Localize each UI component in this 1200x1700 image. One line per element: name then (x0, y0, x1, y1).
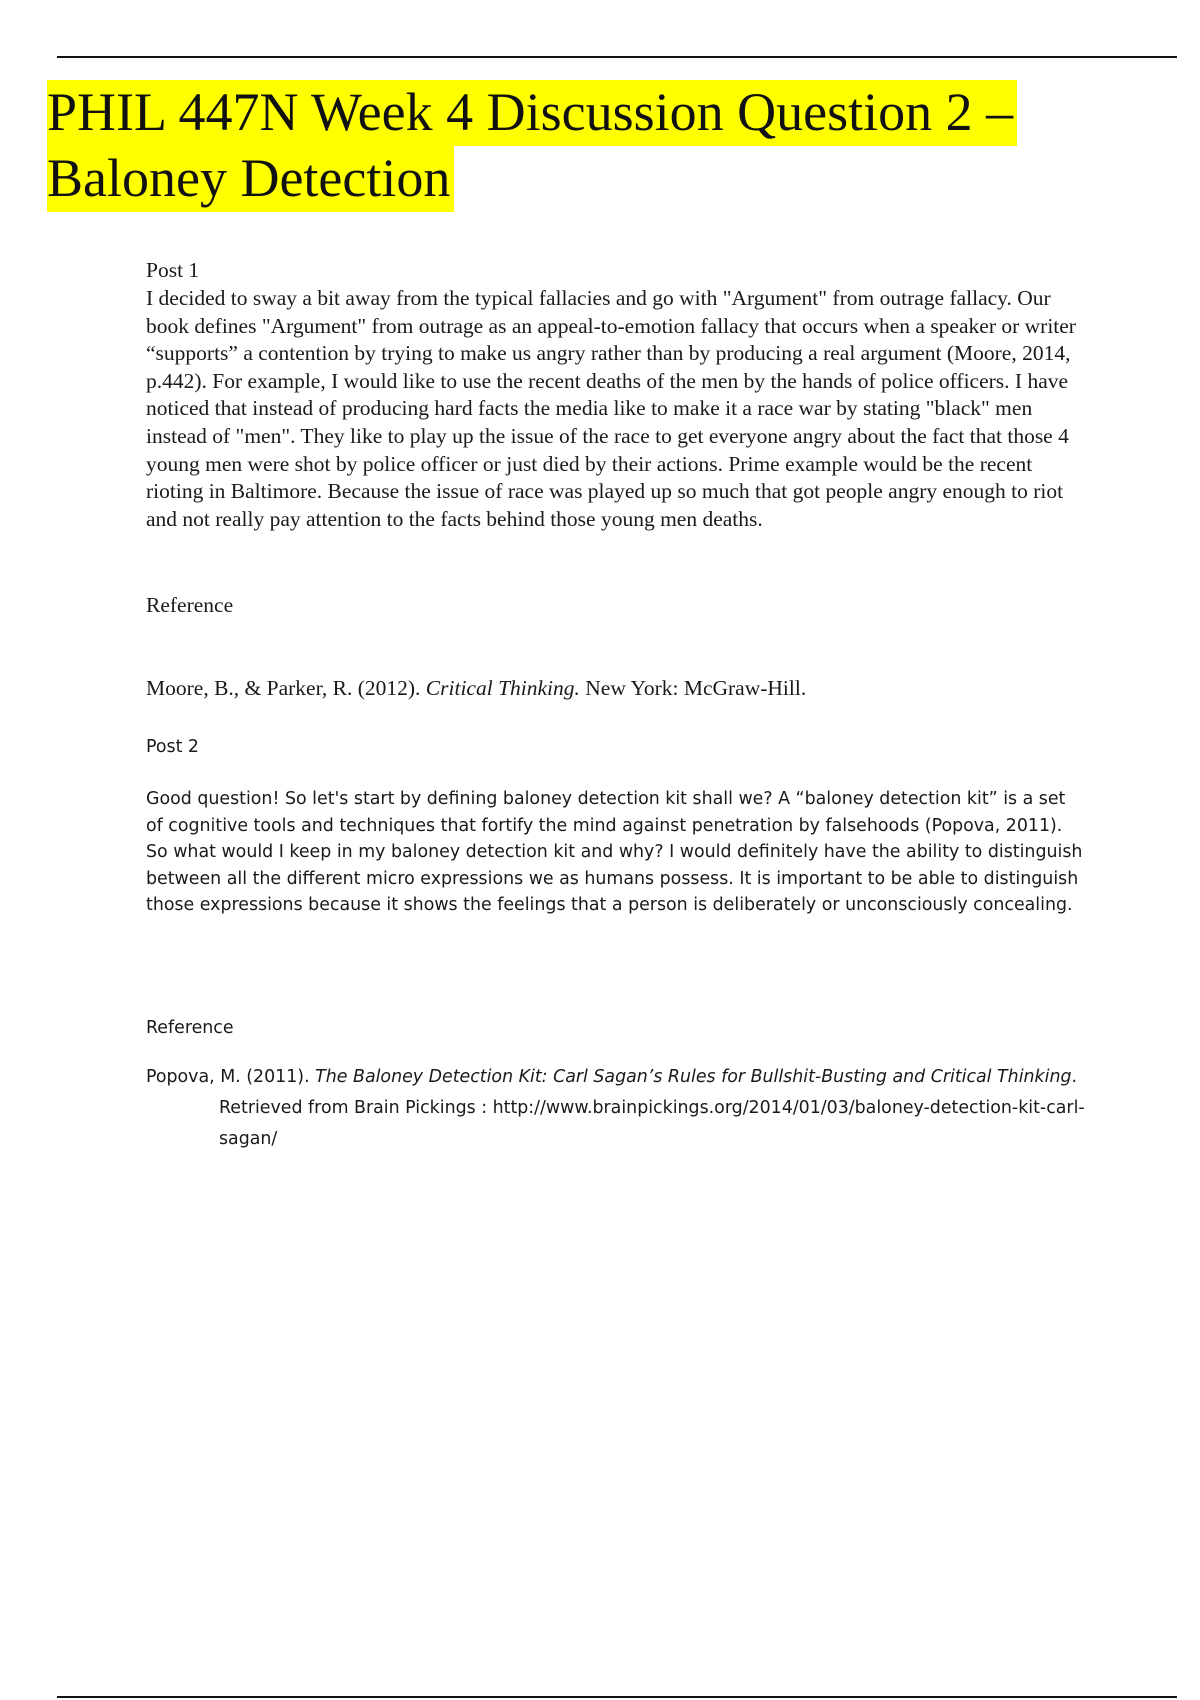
post2-body: Good question! So let's start by defining baloney detection kit shall we? A “baloney detection kit” is a set of cognitive tools and techniques that fortify the mind against penetration by falsehoods (Popova, 2011). So what would I keep in my baloney detection kit and why? I would definitely have the ability to distinguish between all the different micro expressions we as humans possess. It is important to be able to distinguish those expressions because it shows the feelings that a person is deliberately or unconsciously concealing. (146, 789, 1083, 916)
top-rule (57, 56, 1177, 58)
citation-authors: Moore, B., & Parker, R. (2012). (146, 676, 426, 700)
citation-work-title: Critical Thinking. (425, 676, 580, 700)
citation-source: . Retrieved from Brain Pickings : http://www.brainpickings.org/2014/01/03/baloney-detection-kit-carl-sagan/ (219, 1067, 1085, 1149)
document-title (47, 80, 1067, 212)
title-highlight-line2: Baloney Detection (47, 146, 454, 212)
bottom-rule (57, 1696, 1177, 1698)
post1-reference-label: Reference (146, 593, 234, 617)
title-highlight-line1: PHIL 447N Week 4 Discussion Question 2 – (47, 80, 1017, 146)
post2-label: Post 2 (146, 737, 199, 757)
post1-body: I decided to sway a bit away from the typical fallacies and go with "Argument" from outrage fallacy. Our book defines "Argument" from outrage as an appeal-to-emotion fallacy that occurs when a speaker or writer “supports” a contention by trying to make us angry rather than by producing a real argument (Moore, 2014, p.442). For example, I would like to use the recent deaths of the men by the hands of police officers. I have noticed that instead of producing hard facts the media like to make it a race war by stating "black" men instead of "men". They like to play up the issue of the race to get everyone angry about the fact that those 4 young men were shot by police officer or just died by their actions. Prime example would be the recent rioting in Baltimore. Because the issue of race was played up so much that got people angry enough to riot and not really pay attention to the facts behind those young men deaths. (146, 286, 1076, 531)
post2-citation (146, 1062, 1119, 1155)
citation-authors: Popova, M. (2011). (146, 1067, 316, 1087)
citation-publisher: New York: McGraw-Hill. (579, 676, 807, 700)
post1-label: Post 1 (146, 258, 200, 282)
citation-work-title: The Baloney Detection Kit: Carl Sagan’s Rules for Bullshit-Busting and Critical Thinking (315, 1067, 1072, 1087)
post2-reference-label: Reference (146, 1018, 234, 1038)
post1-citation (146, 675, 1086, 703)
